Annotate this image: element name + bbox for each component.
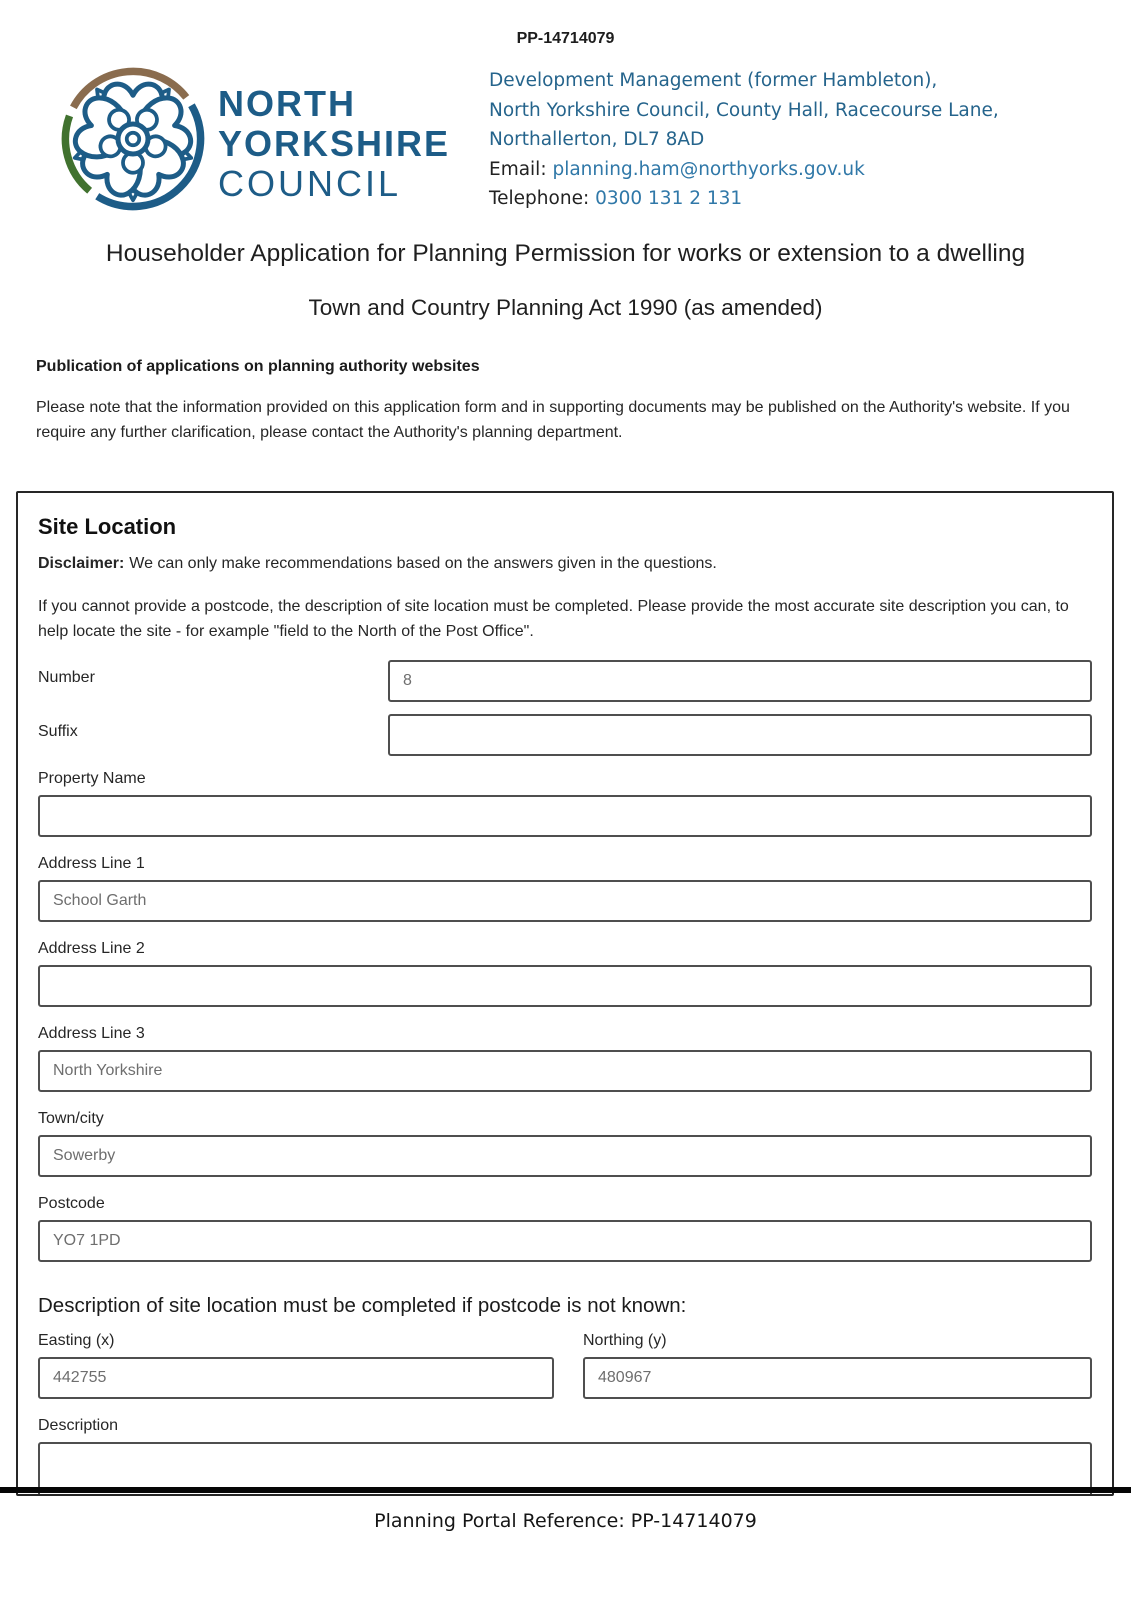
address-line-3-row	[38, 1025, 1092, 1092]
suffix-row	[38, 714, 1092, 756]
suffix-input[interactable]	[388, 714, 1092, 756]
easting-input[interactable]	[38, 1357, 554, 1399]
northing-label: Northing (y)	[583, 1332, 667, 1349]
disclaimer-label: Disclaimer:	[38, 555, 125, 572]
postcode-row	[38, 1195, 1092, 1262]
address-line-3-label: Address Line 3	[38, 1025, 145, 1042]
page-title: Householder Application for Planning Permission for works or extension to a dwelling	[105, 240, 1026, 267]
town-city-label: Town/city	[38, 1110, 104, 1127]
northing-field-group	[583, 1332, 1092, 1399]
page-break-divider	[0, 1487, 1131, 1493]
site-location-heading: Site Location	[38, 514, 177, 539]
site-location-section	[16, 491, 1114, 1496]
address-line-1-row	[38, 855, 1092, 922]
postcode-input[interactable]	[38, 1220, 1092, 1262]
number-label: Number	[38, 669, 95, 686]
publication-body: Please note that the information provided on this application form and in supporting documents may be published on the Authority's website. If you require any further clarification, please contact the Authority's planning department.	[36, 399, 1070, 441]
easting-label: Easting (x)	[38, 1332, 115, 1349]
address-line-1-input[interactable]	[38, 880, 1092, 922]
property-name-input[interactable]	[38, 795, 1092, 837]
address-line-2-row	[38, 940, 1092, 1007]
logo-line-north: NORTH	[218, 83, 356, 124]
postcode-label: Postcode	[38, 1195, 105, 1212]
telephone-label: Telephone:	[489, 188, 590, 209]
logo-line-council: COUNCIL	[218, 163, 402, 204]
act-subtitle: Town and Country Planning Act 1990 (as amended)	[308, 295, 823, 320]
office-address-line: North Yorkshire Council, County Hall, Racecourse Lane,	[489, 99, 999, 121]
email-label: Email:	[489, 158, 547, 180]
easting-field-group	[38, 1332, 554, 1399]
address-line-2-label: Address Line 2	[38, 940, 145, 957]
suffix-label: Suffix	[38, 723, 78, 740]
coordinates-row	[38, 1332, 1092, 1399]
office-email-line	[489, 155, 1095, 185]
description-row	[38, 1417, 1092, 1496]
property-name-label: Property Name	[38, 770, 146, 787]
town-city-input[interactable]	[38, 1135, 1092, 1177]
email-link[interactable]: planning.ham@northyorks.gov.uk	[552, 158, 865, 180]
address-line-1-label: Address Line 1	[38, 855, 145, 872]
logo-line-yorkshire: YORKSHIRE	[218, 123, 451, 164]
number-row	[38, 660, 1092, 702]
number-input[interactable]	[388, 660, 1092, 702]
address-line-2-input[interactable]	[38, 965, 1092, 1007]
council-logo-wordmark	[218, 64, 450, 204]
planning-portal-reference: Planning Portal Reference: PP-14714079	[374, 1510, 757, 1532]
publication-heading: Publication of applications on planning authority websites	[36, 358, 480, 375]
office-address-line: Northallerton, DL7 8AD	[489, 129, 705, 150]
yorkshire-rose-icon	[58, 64, 208, 214]
northing-input[interactable]	[583, 1357, 1092, 1399]
property-name-row	[38, 770, 1092, 837]
address-line-3-input[interactable]	[38, 1050, 1092, 1092]
header	[0, 64, 1131, 214]
application-reference: PP-14714079	[516, 30, 615, 47]
disclaimer-text	[38, 555, 1092, 573]
council-logo	[58, 64, 489, 214]
town-city-row	[38, 1110, 1092, 1177]
site-location-intro: If you cannot provide a postcode, the description of site location must be completed. Please provide the most accurate site description you can, to help locate the site - for example "field to the North of the Post Office".	[38, 598, 1069, 640]
office-address-line: Development Management (former Hambleton),	[489, 70, 938, 91]
planning-office-address	[489, 64, 1095, 214]
disclaimer-body: We can only make recommendations based on the answers given in the questions.	[129, 555, 717, 572]
telephone-link[interactable]: 0300 131 2 131	[595, 188, 743, 209]
description-label: Description	[38, 1417, 119, 1434]
description-requirement-heading: Description of site location must be completed if postcode is not known:	[38, 1294, 687, 1317]
office-phone-line	[489, 184, 1095, 214]
